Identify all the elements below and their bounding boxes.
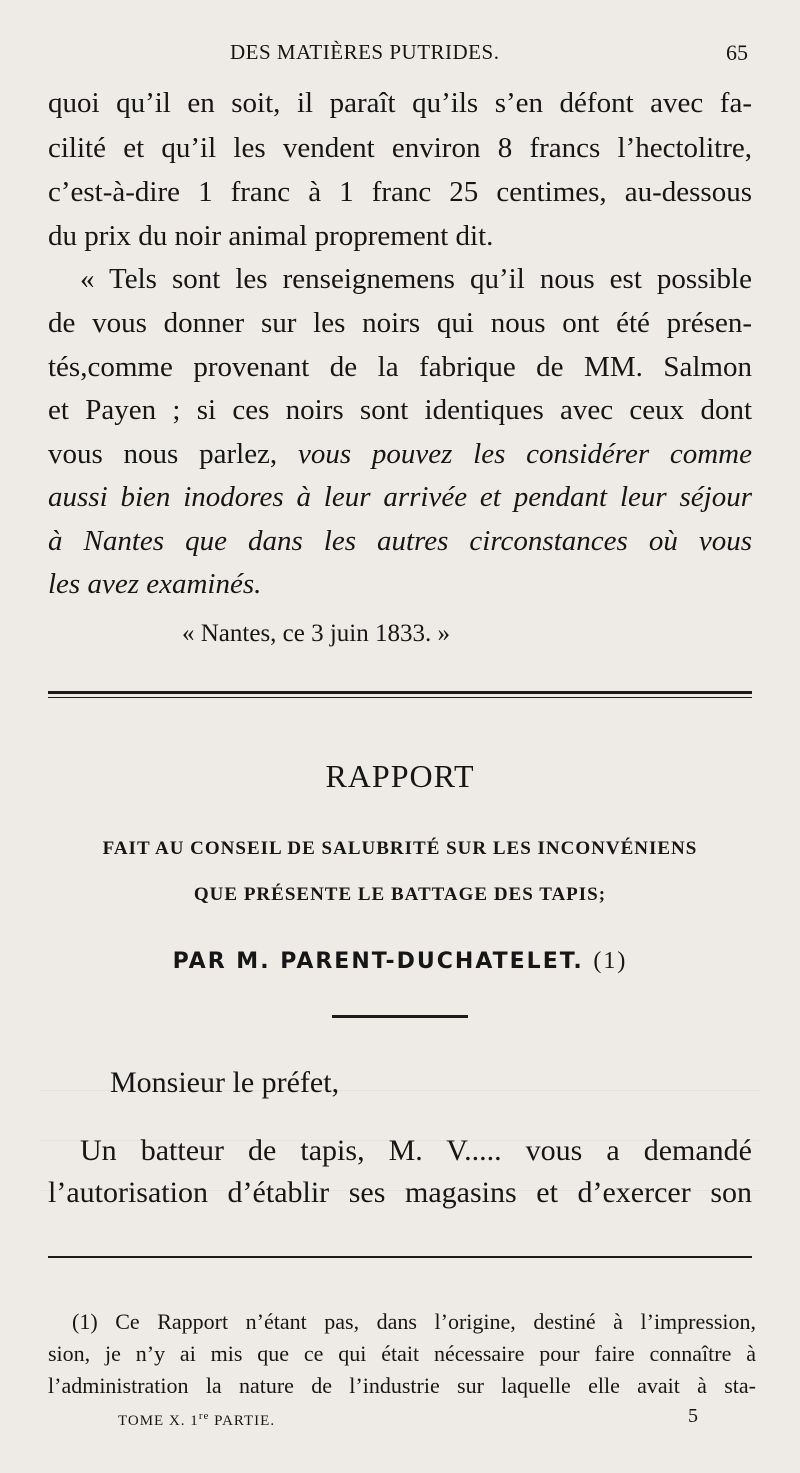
report-author [0, 948, 800, 975]
body-line: c’est-à-dire 1 franc à 1 franc 25 centimes, au-dessous [48, 176, 752, 208]
quote-line: et Payen ; si ces noirs sont identiques avec ceux dont [48, 394, 752, 426]
signature-mark-suffix: PARTIE. [209, 1413, 276, 1429]
body-line: du prix du noir animal proprement dit. [48, 220, 494, 252]
sheet-number: 5 [688, 1405, 698, 1427]
footnote-reference: (1) [593, 948, 628, 974]
quote-italic-text: vous pouvez les considérer comme [277, 438, 752, 470]
letter-line: Un batteur de tapis, M. V..... vous a demandé [80, 1134, 752, 1167]
italic-line: aussi bien inodores à leur arrivée et pendant leur séjour [48, 481, 752, 513]
page-number: 65 [726, 40, 748, 65]
letter-signature: « Nantes, ce 3 juin 1833. » [182, 620, 451, 647]
letter-line: l’autorisation d’établir ses magasins et d’exercer son [48, 1176, 752, 1209]
quote-roman-text: vous nous parlez, [48, 438, 278, 470]
quote-line: « Tels sont les renseignemens qu’il nous est possible [80, 263, 752, 295]
body-line: quoi qu’il en soit, il paraît qu’ils s’en défont avec fa- [48, 87, 752, 119]
author-name: PAR M. PARENT-DUCHATELET. [172, 949, 584, 974]
footnote-line: sion, je n’y ai mis que ce qui était nécessaire pour faire connaître à [48, 1341, 756, 1366]
quote-line: tés,comme provenant de la fabrique de MM. Salmon [48, 351, 752, 383]
quote-line: de vous donner sur les noirs qui nous ont été présen- [48, 307, 752, 339]
body-line: cilité et qu’il les vendent environ 8 francs l’hectolitre, [48, 132, 752, 164]
footnote-line: (1) Ce Rapport n’étant pas, dans l’origine, destiné à l’impression, [72, 1309, 756, 1334]
footnote-divider [48, 1256, 752, 1258]
printer-signature-mark [118, 1410, 275, 1430]
italic-line: les avez examinés. [48, 568, 262, 600]
report-subtitle: FAIT AU CONSEIL DE SALUBRITÉ SUR LES INCONVÉNIENS [102, 838, 698, 859]
running-title: DES MATIÈRES PUTRIDES. [230, 40, 500, 64]
salutation: Monsieur le préfet, [110, 1066, 340, 1099]
footnote-line: l’administration la nature de l’industrie sur laquelle elle avait à sta- [48, 1373, 756, 1398]
report-title: RAPPORT [325, 758, 475, 794]
italic-line: à Nantes que dans les autres circonstances où vous [48, 525, 752, 557]
signature-mark-sup: re [198, 1410, 210, 1422]
report-subtitle: QUE PRÉSENTE LE BATTAGE DES TAPIS; [193, 884, 607, 905]
running-header [48, 38, 760, 72]
section-divider [48, 691, 752, 698]
quote-line [48, 437, 752, 471]
short-divider [332, 1015, 468, 1018]
signature-mark-text: TOME X. 1 [118, 1413, 199, 1429]
